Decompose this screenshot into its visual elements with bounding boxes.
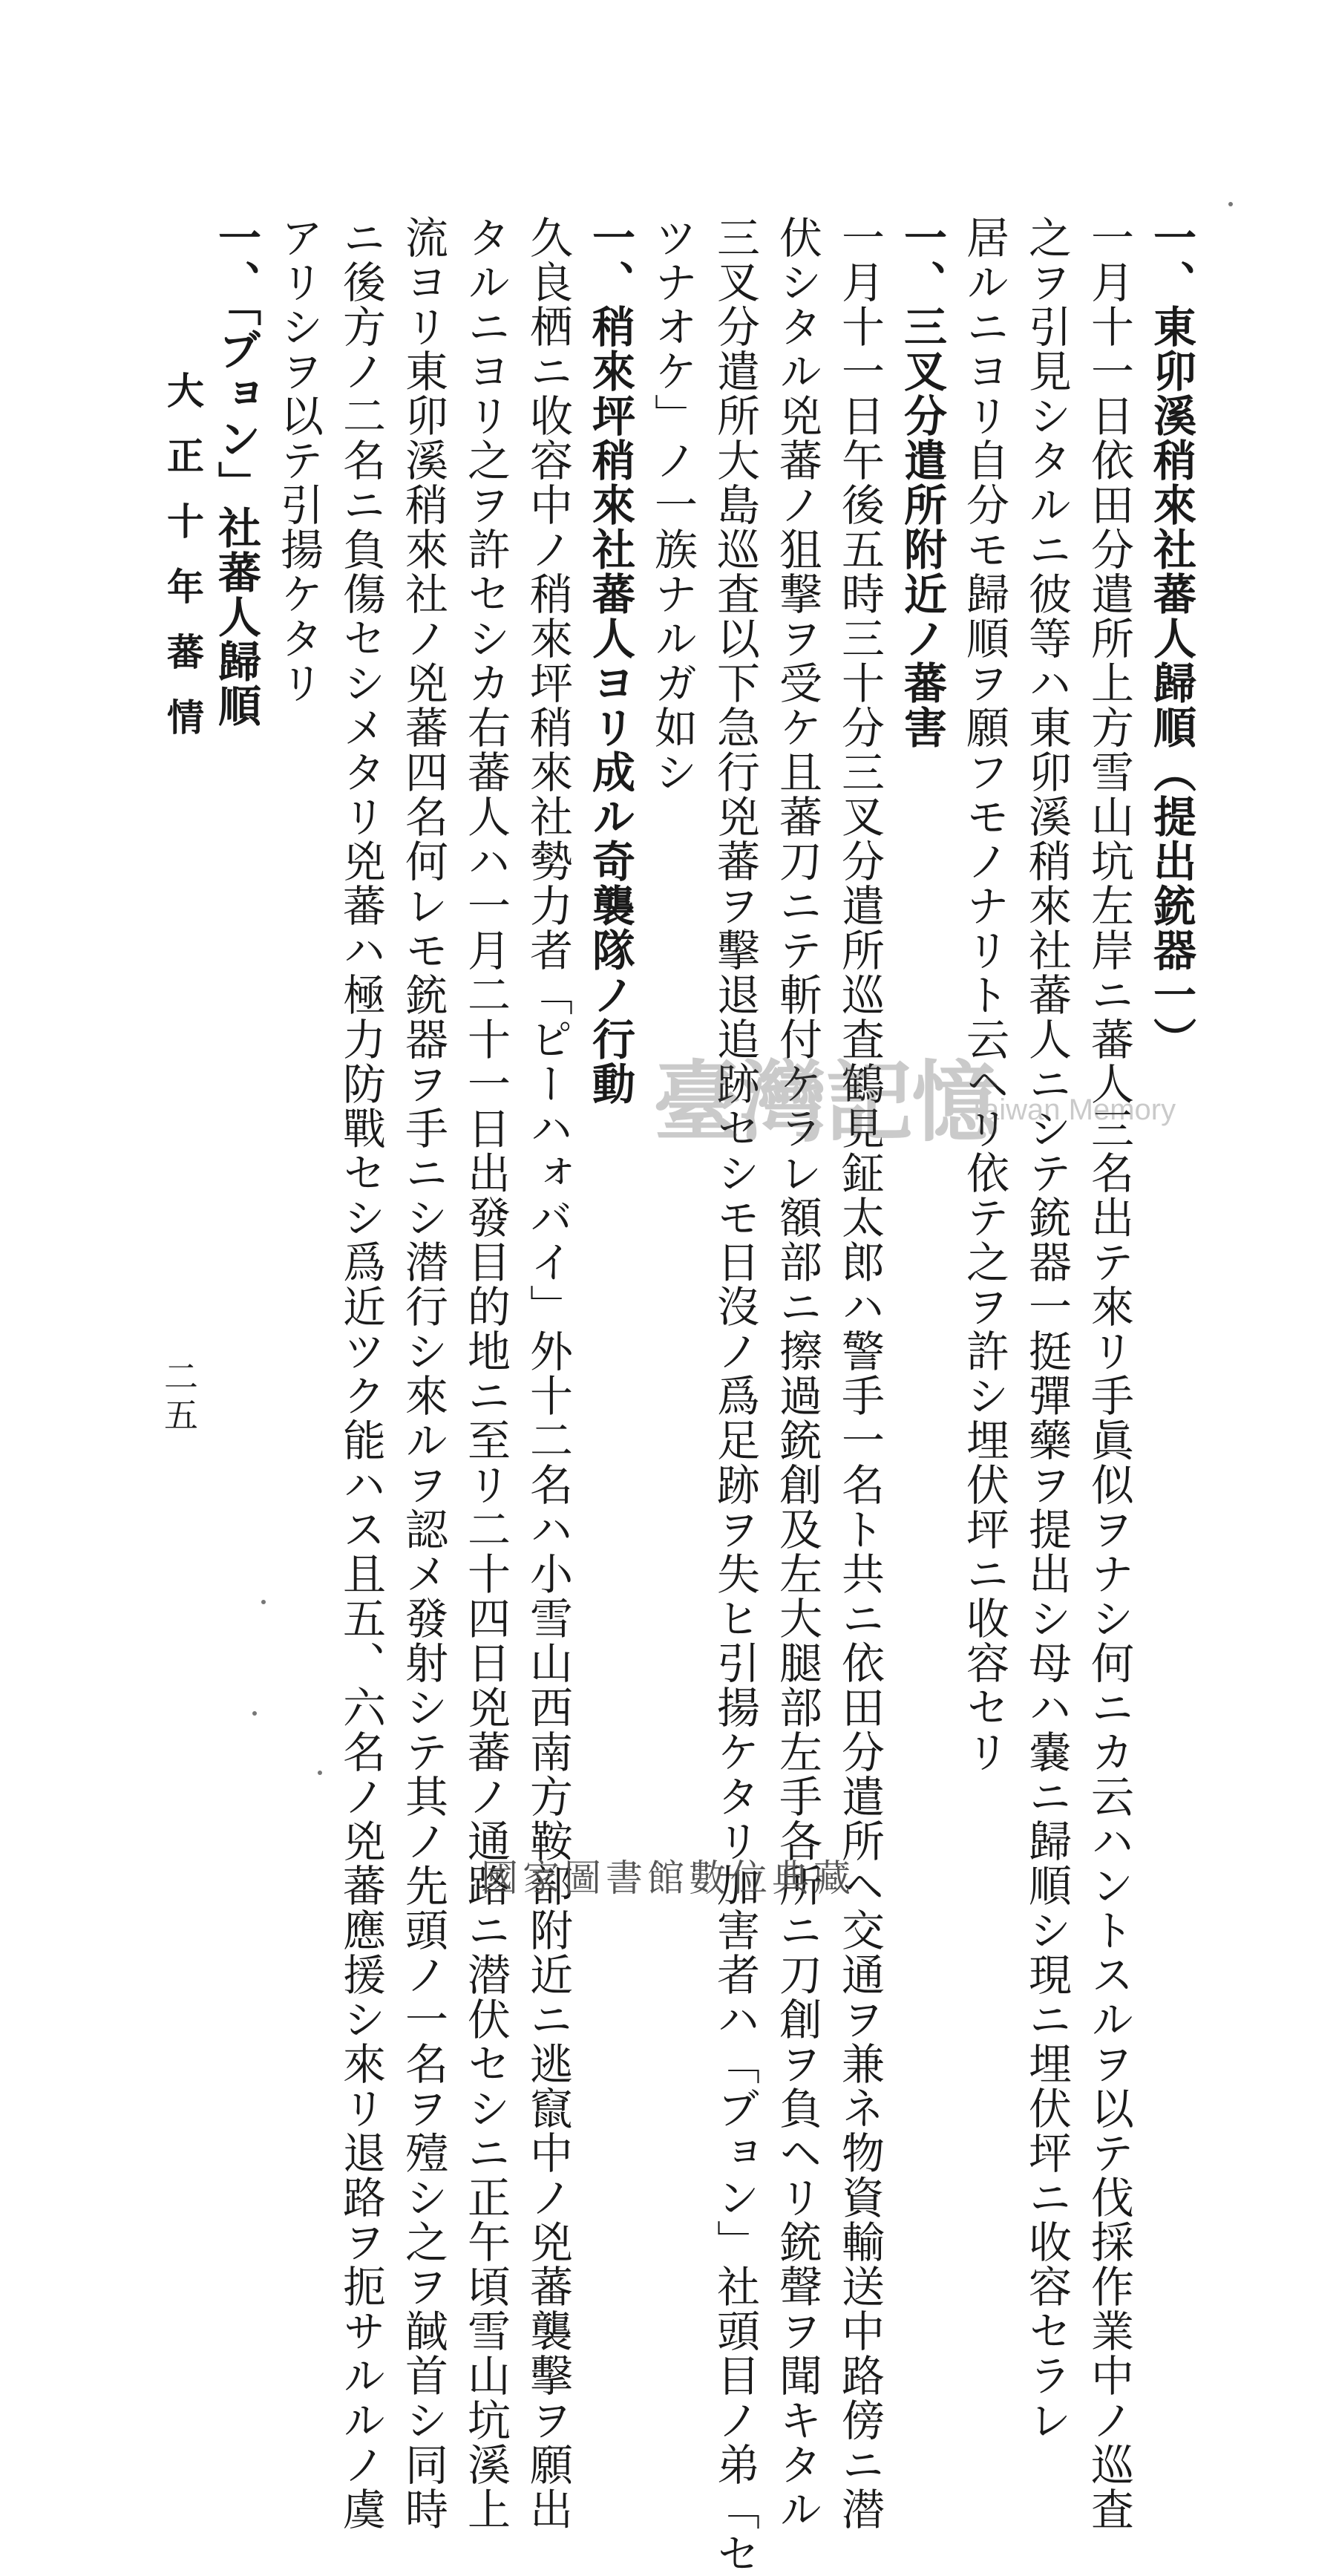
watermark-sub-text: Taiwan Memory — [968, 1093, 1176, 1126]
body-line: 居ルニヨリ自分モ歸順ヲ願フモノナリト云ヘリ依テ之ヲ許シ埋伏坪ニ收容セリ — [959, 215, 1009, 1774]
print-speck — [318, 1771, 322, 1775]
body-line: アリシヲ以テ引揚ケタリ — [273, 215, 324, 705]
body-line: 之ヲ引見シタルニ彼等ハ東卯溪稍來社蕃人ニシテ銃器一挺彈藥ヲ提出シ母ハ嚢ニ歸順シ現ニ埋伏坪ニ收容セラレ — [1021, 215, 1072, 2442]
body-line: 伏シタル兇蕃ノ狙撃ヲ受ケ且蕃刀ニテ斬付ケラレ額部ニ擦過銃創及左大腿部左手各所ニ刀創ヲ負ヘリ銃聲ヲ聞キタル — [772, 215, 822, 2531]
page-number: 二五 — [159, 1359, 199, 1436]
heading-line: 一、東卯溪稍來社蕃人歸順（提出銃器一） — [1146, 215, 1196, 1062]
heading-line: 一、「ブョン」社蕃人歸順 — [211, 215, 261, 728]
footer-credit: 國家圖書館數位典藏 — [481, 1857, 855, 1900]
body-line: 三叉分遣所大島巡査以下急行兇蕃ヲ擊退追跡セシモ日沒ノ爲足跡ヲ失ヒ引揚ケタリ加害者ハ「ブョン」社頭目ノ弟「セ — [710, 215, 760, 2576]
running-title: 大正十年蕃情 — [161, 371, 205, 763]
body-line: 一月十一日依田分遣所上方雪山坑左岸ニ蕃人三名出テ來リ手眞似ヲナシ何ニカ云ハントスルヲ以テ伐採作業中ノ巡査 — [1084, 215, 1134, 2531]
watermark-main-text: 臺灣記憶 — [653, 1050, 998, 1154]
heading-line: 一、三叉分遣所附近ノ蕃害 — [897, 215, 947, 750]
body-line: 流ヨリ東卯溪稍來社ノ兇蕃四名何レモ銃器ヲ手ニシ潜行シ來ルヲ認メ發射シテ其ノ先頭ノ一名ヲ殪シ之ヲ馘首シ同時 — [398, 215, 448, 2531]
body-line: ツナオケ」ノ一族ナルガ如シ — [647, 215, 698, 794]
heading-line: 一、稍來坪稍來社蕃人ヨリ成ル奇襲隊ノ行動 — [585, 215, 635, 1106]
print-speck — [1228, 202, 1233, 206]
print-speck — [261, 1600, 266, 1604]
body-line: ニ後方ノ二名ニ負傷セシメタリ兇蕃ハ極力防戰セシ爲近ツク能ハス且五、六名ノ兇蕃應援シ來リ退路ヲ扼サルルノ虞 — [335, 215, 386, 2531]
body-line: 一月十一日午後五時三十分三叉分遣所巡査鶴見鉦太郎ハ警手一名ト共ニ依田分遣所ヘ交通ヲ兼ネ物資輸送中路傍ニ潜 — [834, 215, 885, 2531]
body-line: 久良栖ニ收容中ノ稍來坪稍來社勢力者「ピーハォバイ」外十二名ハ小雪山西南方鞍部附近ニ逃竄中ノ兇蕃襲擊ヲ願出 — [523, 215, 573, 2531]
body-line: タルニヨリ之ヲ許セシカ右蕃人ハ一月二十一日出發目的地ニ至リ二十四日兇蕃ノ通路ニ潜伏セシニ正午頃雪山坑溪上 — [460, 215, 511, 2531]
print-speck — [252, 1711, 257, 1716]
